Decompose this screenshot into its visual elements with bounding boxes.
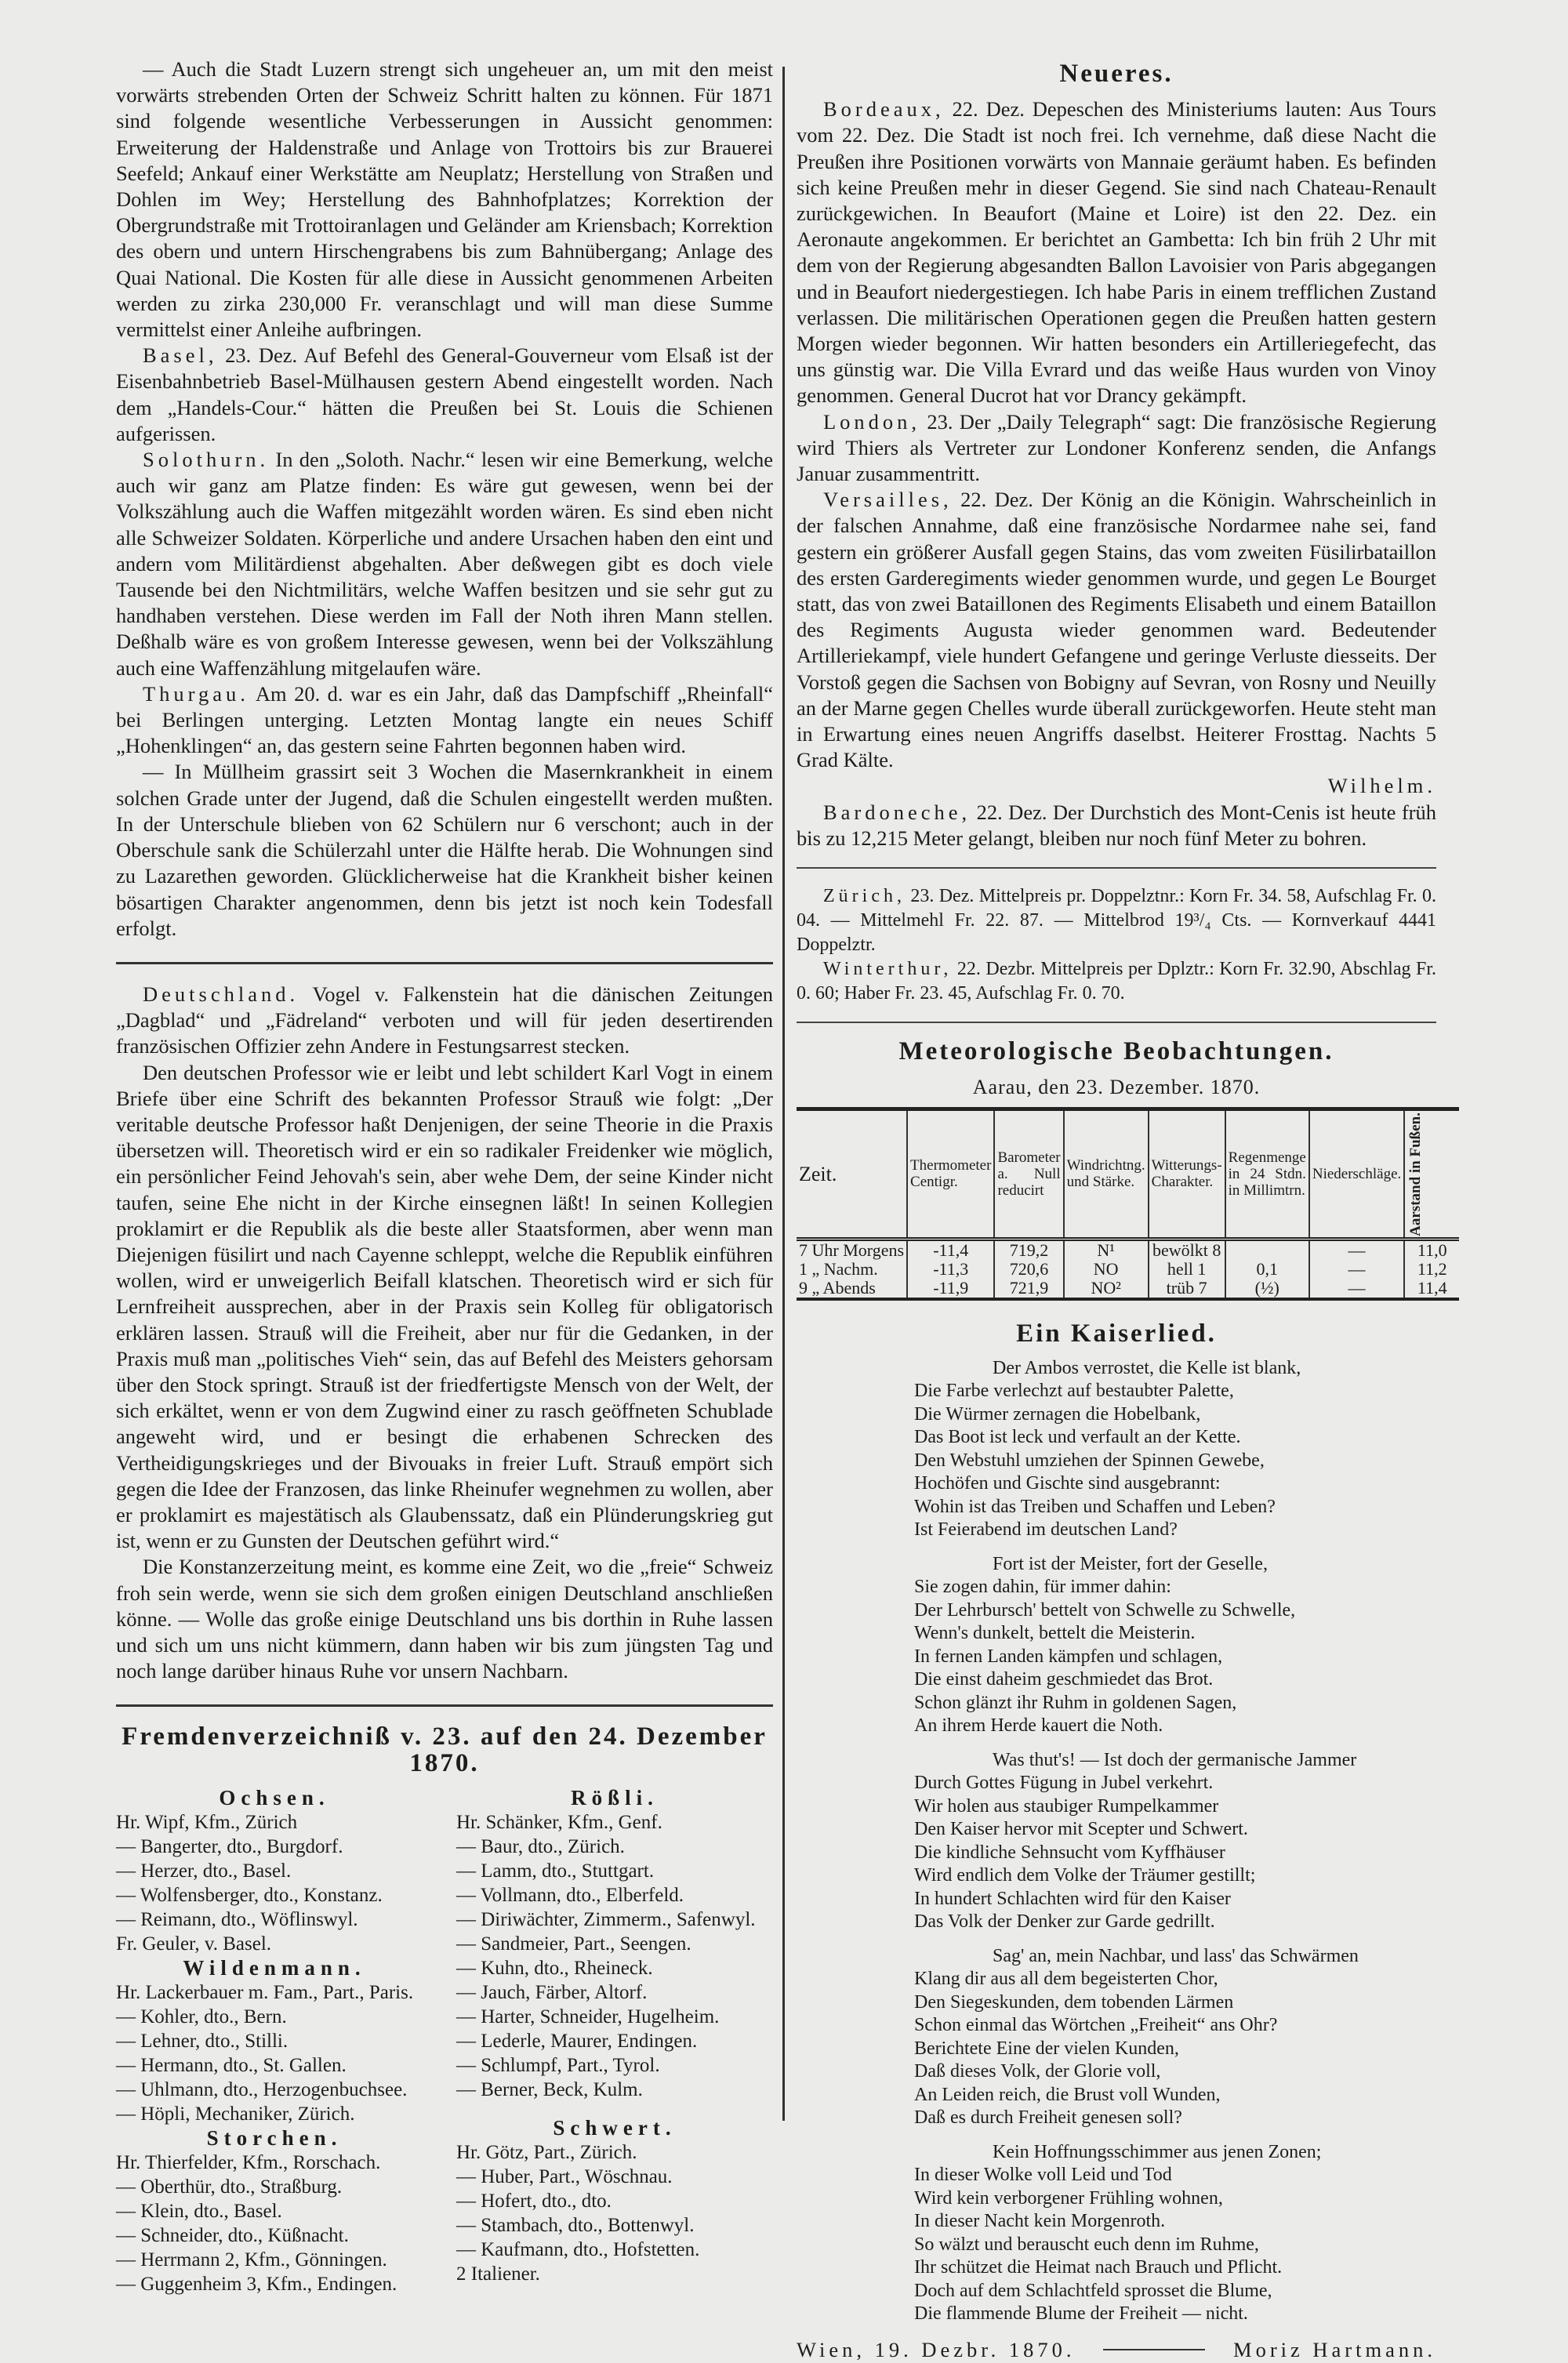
paragraph-lead: Solothurn.: [143, 448, 270, 472]
paragraph-text: Am 20. d. war es ein Jahr, daß das Dampfschiff „Rheinfall“ bei Berlingen unterging. Letzten Montag langte ein neues Schiff „Hohenklingen“ an, das gestern seine Fahrten begonnen haben wird.: [116, 681, 773, 758]
hotel-name: Storchen.: [206, 2125, 343, 2150]
poem-line: Den Webstuhl umziehen der Spinnen Gewebe,: [914, 1450, 1265, 1471]
poem-line: Daß es durch Freiheit genesen soll?: [914, 2107, 1182, 2129]
poem-line: Schon einmal das Wörtchen „Freiheit“ ans Ohr?: [914, 2015, 1278, 2036]
guest-entry: — Kaufmann, dto., Hofstetten.: [456, 2238, 700, 2260]
latest-news-heading: Neueres.: [1059, 60, 1174, 88]
weather-cell: NO: [1064, 1260, 1149, 1279]
guest-entry: — Uhlmann, dto., Herzogenbuchsee.: [116, 2078, 408, 2100]
paragraph-lead: Thurgau.: [143, 681, 249, 706]
weather-header: Windrichtng. und Stärke.: [1064, 1109, 1149, 1240]
poem-line: Daß dieses Volk, der Glorie voll,: [914, 2061, 1161, 2082]
guest-list: [116, 1786, 773, 2296]
poem-line: Hochöfen und Gischte sind ausgebrannt:: [914, 1473, 1221, 1494]
news-paragraph: [797, 884, 1436, 957]
section-divider: [116, 1704, 773, 1707]
poem-stanza: [914, 1357, 1436, 1542]
paragraph-text: Vogel v. Falkenstein hat die dänischen Zeitungen „Dagblad“ und „Fädreland“ verboten und will für jeden desertirenden französischen Offizier zehn Andere in Festungsarrest stecken.: [116, 982, 773, 1058]
news-paragraph: [797, 487, 1436, 773]
paragraph-lead: Versailles,: [823, 488, 953, 512]
poem-line: Wenn's dunkelt, bettelt die Meisterin.: [914, 1623, 1196, 1644]
hotel-name: Schwert.: [553, 2115, 677, 2140]
poem-line: So wälzt und berauscht euch denn im Ruhme,: [914, 2234, 1259, 2255]
poem-line: Sie zogen dahin, für immer dahin:: [914, 1577, 1171, 1598]
paragraph-text: 23. Dez. Mittelpreis pr. Doppelztnr.: Korn Fr. 34. 58, Aufschlag Fr. 0. 04. — Mittelmehl Fr. 22. 87. — Mittelbrod 19³/₄ Cts. — Kornverkauf 4441 Doppelztr.: [797, 886, 1436, 956]
guest-entry: — Hermann, dto., St. Gallen.: [116, 2054, 347, 2076]
weather-header: Barometer a. Null reducirt: [994, 1109, 1063, 1240]
poem-line: Kein Hoffnungsschimmer aus jenen Zonen;: [993, 2141, 1322, 2162]
poem-line: In dieser Nacht kein Morgenroth.: [914, 2211, 1166, 2232]
weather-cell: 11,2: [1404, 1260, 1459, 1279]
weather-table: [797, 1107, 1459, 1301]
guest-entry: — Harter, Schneider, Hugelheim.: [456, 2005, 720, 2027]
guest-entry: — Kuhn, dto., Rheineck.: [456, 1957, 653, 1979]
poem-line: Wird kein verborgener Frühling wohnen,: [914, 2187, 1223, 2209]
weather-cell: 1 „ Nachm.: [799, 1259, 878, 1280]
section-divider: [797, 1022, 1436, 1023]
weather-cell: —: [1309, 1260, 1404, 1279]
versailles-signature: Wilhelm.: [1327, 774, 1436, 798]
weather-cell: 7 Uhr Morgens: [799, 1240, 905, 1261]
news-paragraph: [797, 96, 1436, 408]
poem-line: Fort ist der Meister, fort der Geselle,: [993, 1553, 1268, 1574]
weather-subtitle: Aarau, den 23. Dezember. 1870.: [972, 1076, 1261, 1099]
paragraph-text: — In Müllheim grassirt seit 3 Wochen die Masernkrankheit in einem solchen Grade unter der Jugend, daß die Schulen eingestellt werden mußten. In der Unterschule blieben von 62 Schülern nur 6 verschont; auch in der Oberschule sank die Schülerzahl unter die Hälfte herab. Die Wohnungen sind zu Lazarethen geworden. Glücklicherweise hat die Krankheit bisher keinen bösartigen Charakter angenommen, denn bis jetzt ist noch kein Todesfall erfolgt.: [116, 760, 773, 940]
weather-header: Niederschläge.: [1309, 1109, 1404, 1240]
paragraph-text: 23. Der „Daily Telegraph“ sagt: Die französische Regierung wird Thiers als Vertreter zur Londoner Konferenz senden, die Anfangs Januar zusammentritt.: [797, 409, 1436, 486]
weather-cell: —: [1309, 1240, 1404, 1261]
poem-line: Klang dir aus all dem begeisterten Chor,: [914, 1969, 1218, 1990]
news-paragraph: [116, 56, 773, 343]
poem-line: In hundert Schlachten wird für den Kaiser: [914, 1888, 1231, 1909]
guest-entry: — Hofert, dto., dto.: [456, 2190, 612, 2212]
guest-entry: — Vollmann, dto., Elberfeld.: [456, 1884, 684, 1906]
paragraph-lead: Zürich,: [823, 886, 906, 907]
poem-line: Doch auf dem Schlachtfeld sprosset die Blume,: [914, 2280, 1272, 2301]
weather-header: Regenmenge in 24 Stdn. in Millimtrn.: [1225, 1109, 1309, 1240]
poem-stanza: [914, 2141, 1436, 2326]
paragraph-lead: London,: [823, 409, 921, 434]
poem-line: An ihrem Herde kauert die Noth.: [914, 1715, 1163, 1737]
weather-row: [797, 1260, 1459, 1279]
guest-entry: Hr. Thierfelder, Kfm., Rorschach.: [116, 2151, 381, 2173]
news-paragraph: [116, 1060, 773, 1555]
guest-entry: — Lehner, dto., Stilli.: [116, 2030, 289, 2052]
guest-entry: — Guggenheim 3, Kfm., Endingen.: [116, 2273, 397, 2295]
guest-entry: — Jauch, Färber, Altorf.: [456, 1981, 648, 2003]
weather-cell: 11,4: [1404, 1279, 1459, 1299]
weather-cell: 719,2: [994, 1240, 1063, 1261]
paragraph-lead: Winterthur,: [823, 959, 953, 980]
guest-entry: Hr. Götz, Part., Zürich.: [456, 2141, 637, 2163]
weather-cell: 721,9: [994, 1279, 1063, 1299]
paragraph-text: 23. Dez. Auf Befehl des General-Gouverneur vom Elsaß ist der Eisenbahnbetrieb Basel-Mülhausen gestern Abend eingestellt worden. Nach dem „Handels-Cour.“ hätten die Preußen bei St. Louis die Schienen aufgerissen.: [116, 343, 773, 445]
poem-line: In fernen Landen kämpfen und schlagen,: [914, 1646, 1223, 1667]
weather-cell: [1225, 1240, 1309, 1261]
right-column: [797, 56, 1447, 2363]
guest-entry: — Höpli, Mechaniker, Zürich.: [116, 2103, 355, 2125]
poem-stanza: [914, 1945, 1436, 2130]
guest-entry: — Herzer, dto., Basel.: [116, 1860, 292, 1882]
poem-line: Schon glänzt ihr Ruhm in goldenen Sagen,: [914, 1692, 1237, 1713]
weather-header: Thermometer Centigr.: [907, 1109, 994, 1240]
swiss-news-section: [116, 56, 773, 942]
weather-cell: -11,3: [907, 1260, 994, 1279]
guest-entry: — Bangerter, dto., Burgdorf.: [116, 1835, 343, 1857]
poem-line: Das Volk der Denker zur Garde gedrillt.: [914, 1911, 1215, 1933]
weather-cell: NO²: [1064, 1279, 1149, 1299]
weather-cell: 9 „ Abends: [799, 1278, 876, 1298]
weather-cell: 11,0: [1404, 1240, 1459, 1261]
news-paragraph: [116, 681, 773, 760]
guest-entry: — Schneider, dto., Küßnacht.: [116, 2224, 349, 2246]
left-column: [116, 56, 773, 2296]
news-paragraph: [116, 343, 773, 447]
weather-cell: N¹: [1064, 1240, 1149, 1261]
weather-row: [797, 1279, 1459, 1299]
poem-line: An Leiden reich, die Brust voll Wunden,: [914, 2084, 1221, 2105]
poem-line: Den Kaiser hervor mit Scepter und Schwert.: [914, 1819, 1248, 1840]
market-prices: [797, 884, 1436, 1006]
poem-place-date: Wien, 19. Dezbr. 1870.: [797, 2337, 1076, 2361]
poem-line: In dieser Wolke voll Leid und Tod: [914, 2165, 1172, 2186]
weather-cell: (½): [1225, 1279, 1309, 1299]
weather-cell: trüb 7: [1149, 1279, 1225, 1299]
poem-line: Die kindliche Sehnsucht vom Kyffhäuser: [914, 1842, 1225, 1863]
news-paragraph: [116, 982, 773, 1060]
poem-line: Das Boot ist leck und verfault an der Kette.: [914, 1427, 1241, 1448]
weather-row: [797, 1240, 1459, 1261]
poem-line: Die einst daheim geschmiedet das Brot.: [914, 1669, 1214, 1690]
guest-list-title: Fremdenverzeichniß v. 23. auf den 24. Dezember 1870.: [122, 1722, 768, 1777]
guest-entry: — Stambach, dto., Bottenwyl.: [456, 2214, 695, 2236]
weather-cell: hell 1: [1149, 1260, 1225, 1279]
poem-line: Ihr schützet die Heimat nach Brauch und Pflicht.: [914, 2257, 1283, 2278]
weather-cell: -11,9: [907, 1279, 994, 1299]
poem-line: Wir holen aus staubiger Rumpelkammer: [914, 1795, 1219, 1817]
paragraph-lead: Deutschland.: [143, 982, 299, 1006]
guest-entry: — Reimann, dto., Wöflinswyl.: [116, 1908, 358, 1930]
poem-line: Der Lehrbursch' bettelt von Schwelle zu Schwelle,: [914, 1599, 1296, 1621]
guest-entry: — Wolfensberger, dto., Konstanz.: [116, 1884, 383, 1906]
poem: [797, 1357, 1436, 2326]
guest-entry: — Sandmeier, Part., Seengen.: [456, 1933, 691, 1955]
hotel-name: Ochsen.: [219, 1785, 330, 1809]
hotel-name: Rößli.: [571, 1785, 659, 1809]
poem-line: Wohin ist das Treiben und Schaffen und Leben?: [914, 1496, 1276, 1517]
poem-signature: [797, 2337, 1436, 2363]
section-divider: [797, 867, 1436, 869]
guest-entry: Hr. Schänker, Kfm., Genf.: [456, 1811, 662, 1833]
poem-stanza: [914, 1749, 1436, 1934]
news-paragraph: [116, 447, 773, 681]
weather-cell: 720,6: [994, 1260, 1063, 1279]
hotel-name: Wildenmann.: [183, 1955, 366, 1980]
guest-entry: — Lamm, dto., Stuttgart.: [456, 1860, 655, 1882]
paragraph-text: 22. Dezbr. Mittelpreis per Dplztr.: Korn Fr. 32.90, Abschlag Fr. 0. 60; Haber Fr. 23. 45, Aufschlag Fr. 0. 70.: [797, 959, 1436, 1004]
weather-title: Meteorologische Beobachtungen.: [898, 1037, 1334, 1066]
guest-list-col-2: [456, 1786, 773, 2296]
news-paragraph: [116, 759, 773, 941]
guest-entry: — Schlumpf, Part., Tyrol.: [456, 2054, 660, 2076]
poem-line: Ist Feierabend im deutschen Land?: [914, 1519, 1178, 1541]
paragraph-text: 22. Dez. Der König an die Königin. Wahrscheinlich in der falschen Annahme, daß eine französische Nordarmee nahe sei, fand gestern ein größerer Ausfall gegen Stains, das vom zweiten Füsilirbataillon des ersten Garderegiments wieder genommen wurde, und gegen Le Bourget statt, das von zwei Bataillonen des Regiments Elisabeth und einem Bataillon des Regiments Augusta wieder genommen ward. Bedeutender Artilleriekampf, viele hundert Gefangene und geringe Verluste diesseits. Der Vorstoß gegen die Sachsen von Bobigny auf Sevran, von Rosny und Neuilly an der Marne gegen Chelles wurde überall zurückgeworfen. Heute steht man in Erwartung eines neuen Angriffs daselbst. Heiterer Frosttag. Nachts 5 Grad Kälte.: [797, 488, 1436, 772]
news-paragraph: [797, 957, 1436, 1006]
guest-entry: 2 Italiener.: [456, 2263, 540, 2285]
guest-entry: — Huber, Part., Wöschnau.: [456, 2165, 673, 2187]
guest-entry: — Berner, Beck, Kulm.: [456, 2078, 643, 2100]
news-paragraph: [797, 409, 1436, 488]
poem-line: Der Ambos verrostet, die Kelle ist blank,: [993, 1357, 1301, 1378]
guest-entry: — Oberthür, dto., Straßburg.: [116, 2176, 343, 2198]
poem-line: Berichtete Eine der vielen Kunden,: [914, 2038, 1179, 2059]
guest-entry: — Kohler, dto., Bern.: [116, 2005, 287, 2027]
guest-entry: — Baur, dto., Zürich.: [456, 1835, 625, 1857]
weather-cell: -11,4: [907, 1240, 994, 1261]
weather-header: [1404, 1109, 1459, 1240]
news-paragraph-bardoneche: Bardoneche, 22. Dez. Der Durchstich des Mont-Cenis ist heute früh bis zu 12,215 Meter gelangt, bleiben nur noch fünf Meter zu bohren.: [797, 800, 1436, 850]
latest-news-section: [797, 96, 1436, 773]
guest-list-col-1: [116, 1786, 433, 2296]
poem-line: Wird endlich dem Volke der Träumer gestillt;: [914, 1865, 1256, 1886]
weather-cell: bewölkt 8: [1149, 1240, 1225, 1261]
poem-line: Die flammende Blume der Freiheit — nicht.: [914, 2303, 1248, 2325]
paragraph-text: Den deutschen Professor wie er leibt und lebt schildert Karl Vogt in einem Briefe über eine Schrift des bekannten Professor Strauß wie folgt: „Der veritable deutsche Professor haßt Denjenigen, der seine Theorie in die Praxis übersetzen will. Theoretisch wird er ein so radikaler Freidenker wie möglich, ein persönlicher Feind Jehovah's sein, aber wehe Dem, der seine Kinder nicht taufen, seine Ehe nicht in der Kirche einsegnen läßt! In seinen Kollegien proklamirt er die Republik als die beste aller Staatsformen, aber wenn man Diejenigen füsilirt und nach Cayenne schleppt, welche die Republik einführen wollen, wird er unweigerlich Beifall klatschen. Theoretisch wird er sich für Lernfreiheit aussprechen, aber in der Praxis sein Kolleg für obligatorisch erklären lassen. Strauß will die Freiheit, aber nur für die Gedanken, in der Praxis muß man „politisches Vieh“ sein, das auf Befehl des Meisters gehorsam über den Stock springt. Strauß ist der friedfertigste Mensch von der Welt, der sich erkältet, wenn er von dem Zugwind einer zu rasch geöffneten Schublade angeweht wird, und er besingt die erhabenen Schrecken des Vertheidigungskrieges und der Bivouaks in freier Luft. Strauß empört sich gegen die Idee der Franzosen, das linke Rheinufer wegnehmen zu wollen, aber er proklamirt es majestätisch als Glaubenssatz, daß ein Plünderungskrieg gut ist, wenn er zu Gunsten der Deutschen geführt wird.“: [116, 1060, 773, 1553]
poem-line: Sag' an, mein Nachbar, und lass' das Schwärmen: [993, 1945, 1359, 1966]
poem-author: Moriz Hartmann.: [1233, 2337, 1436, 2361]
poem-line: Die Farbe verlechzt auf bestaubter Palette,: [914, 1381, 1234, 1402]
guest-entry: — Herrmann 2, Kfm., Gönningen.: [116, 2249, 387, 2270]
paragraph-text: 22. Dez. Depeschen des Ministeriums lauten: Aus Tours vom 22. Dez. Die Stadt ist noch frei. Ich vernehme, daß diese Nacht die Preußen ihre Positionen vorwärts von Mannaie geräumt haben. Es befinden sich keine Preußen mehr in dieser Gegend. Sie sind nach Chateau-Renault zurückgewichen. In Beaufort (Maine et Loire) ist den 22. Dez. ein Aeronaute angekommen. Er berichtet an Gambetta: Ich bin früh 2 Uhr mit dem von der Regierung abgesandten Ballon Lavoisier von Paris abgegangen und in Beaufort niedergestiegen. Ich habe Paris in einem trefflichen Zustand verlassen. Die militärischen Operationen gegen die Preußen hatten gestern Morgen wieder begonnen. Wir hatten besonders ein Artilleriegefecht, das uns günstig war. Die Villa Evrard und das weiße Haus wurden von Vinoy genommen. General Ducrot hat vor Drancy gekämpft.: [797, 97, 1436, 408]
news-paragraph: [116, 1554, 773, 1684]
paragraph-text: Die Konstanzerzeitung meint, es komme eine Zeit, wo die „freie“ Schweiz froh sein werde, wenn sie sich dem großen einigen Deutschland anschließen könne. — Wolle das große einige Deutschland uns bis dorthin in Ruhe lassen und sich um uns nicht kümmern, dann haben wir bis zum jüngsten Tag und noch lange darüber hinaus Ruhe vor unsern Nachbarn.: [116, 1555, 773, 1683]
guest-entry: — Klein, dto., Basel.: [116, 2200, 282, 2222]
guest-entry: — Lederle, Maurer, Endingen.: [456, 2030, 698, 2052]
paragraph-text: In den „Soloth. Nachr.“ lesen wir eine Bemerkung, welche auch wir ganz am Platze finden: Es wäre gut gewesen, wenn bei der Volkszählung auch die Waffen mitgezählt worden wären. Es sind eben nicht alle Schweizer Soldaten. Körperliche und andere Ursachen haben den eint und andern vom Militärdienst abgehalten. Aber deßwegen gibt es doch viele Tausende bei den Nichtmilitärs, welche Waffen besitzen und sie sehr gut zu handhaben verstehen. Diese werden im Fall der Noth ihren Mann stellen. Deßhalb wäre es von großem Interesse gewesen, wenn bei der Volkszählung auch eine Waffenzählung mitgelaufen wäre.: [116, 448, 773, 680]
weather-cell: 0,1: [1225, 1260, 1309, 1279]
poem-title: Ein Kaiserlied.: [1016, 1319, 1217, 1348]
poem-line: Was thut's! — Ist doch der germanische Jammer: [993, 1749, 1357, 1770]
guest-entry: — Diriwächter, Zimmerm., Safenwyl.: [456, 1908, 756, 1930]
poem-line: Den Siegeskunden, dem tobenden Lärmen: [914, 1991, 1234, 2013]
poem-line: Die Würmer zernagen die Hobelbank,: [914, 1403, 1201, 1425]
guest-entry: Fr. Geuler, v. Basel.: [116, 1933, 272, 1955]
weather-cell: —: [1309, 1279, 1404, 1299]
poem-stanza: [914, 1553, 1436, 1738]
guest-entry: Hr. Lackerbauer m. Fam., Part., Paris.: [116, 1981, 414, 2003]
poem-line: Durch Gottes Fügung in Jubel verkehrt.: [914, 1773, 1214, 1794]
germany-news-section: [116, 982, 773, 1684]
guest-entry: Hr. Wipf, Kfm., Zürich: [116, 1811, 298, 1833]
paragraph-lead: Basel,: [143, 343, 218, 368]
weather-header: Zeit.: [799, 1162, 837, 1185]
section-divider: [116, 962, 773, 964]
paragraph-text: — Auch die Stadt Luzern strengt sich ungeheuer an, um mit den meist vorwärts strebenden Orten der Schweiz Schritt halten zu können. Für 1871 sind folgende wesentliche Verbesserungen in Aussicht genommen: Erweiterung der Haldenstraße und Anlage von Trottoirs bis zur Brauerei Seefeld; Ankauf einer Werkstätte am Neuplatz; Herstellung von Straßen und Dohlen im Wey; Herstellung des Bahnhofplatzes; Korrektion der Obergrundstraße mit Trottoiranlagen und Geländer am Kriensbach; Korrektion des obern und untern Hirschengrabens bis zum Bahnübergang; Anlage des Quai National. Die Kosten für alle diese in Aussicht genommenen Arbeiten werden zu zirka 230,000 Fr. veranschlagt und will man diese Summe vermittelst einer Anleihe aufbringen.: [116, 57, 773, 342]
weather-header: Aarstand in Fußen.: [1407, 1112, 1425, 1236]
weather-header: Witterungs-Charakter.: [1149, 1109, 1225, 1240]
paragraph-lead: Bordeaux,: [823, 97, 945, 122]
signature-dash: [1103, 2349, 1205, 2350]
column-divider: [782, 67, 785, 2121]
